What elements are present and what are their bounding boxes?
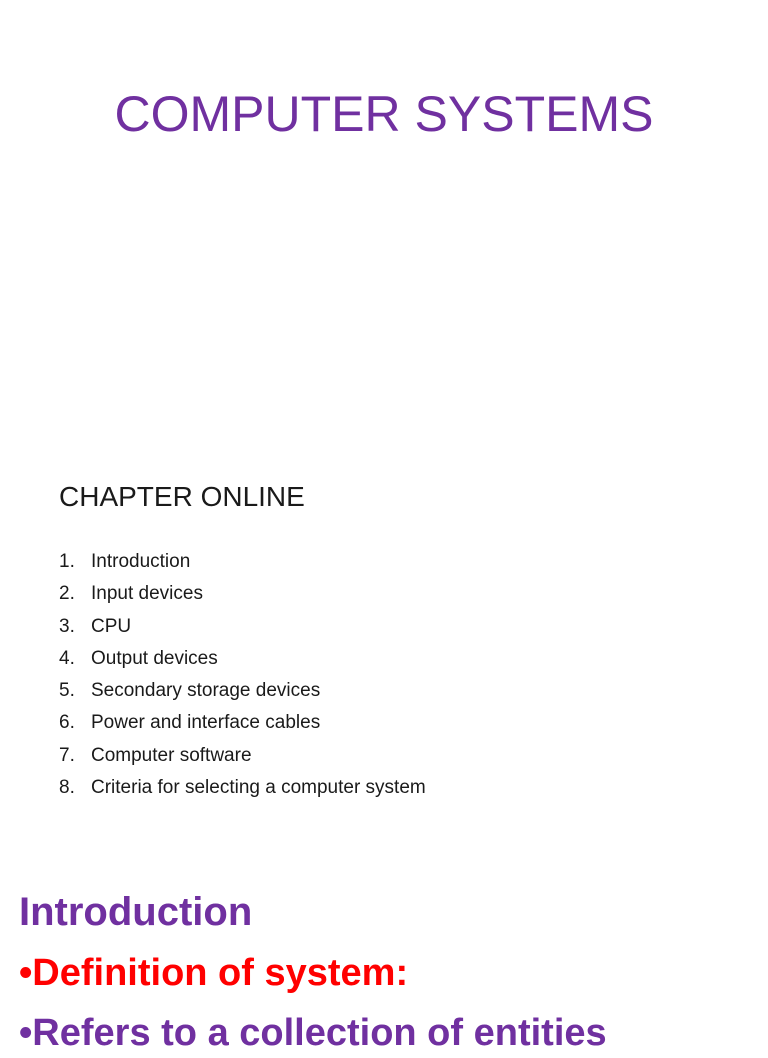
item-label: Introduction — [91, 551, 191, 572]
item-label: Output devices — [91, 647, 218, 669]
title-slide — [0, 0, 768, 460]
outline-slide — [0, 460, 768, 860]
list-item — [59, 675, 426, 707]
item-number: 2. — [59, 583, 75, 605]
chapter-outline-list — [59, 546, 426, 804]
list-item — [59, 740, 426, 772]
item-number: 1. — [59, 551, 75, 572]
deck-title: COMPUTER SYSTEMS — [114, 86, 654, 142]
introduction-slide — [0, 860, 768, 1054]
item-number: 6. — [59, 712, 75, 734]
item-number: 8. — [59, 777, 75, 799]
item-label: CPU — [91, 615, 132, 637]
item-number: 4. — [59, 647, 75, 669]
item-label: Power and interface cables — [91, 712, 321, 734]
list-item — [59, 578, 426, 610]
item-label: Secondary storage devices — [91, 680, 321, 702]
definition-bullet: •Definition of system: — [19, 952, 409, 994]
item-number: 3. — [59, 615, 75, 637]
item-label: Criteria for selecting a computer system — [91, 777, 426, 799]
list-item — [59, 611, 426, 643]
refers-bullet: •Refers to a collection of entities — [19, 1012, 607, 1054]
introduction-heading: Introduction — [19, 890, 253, 934]
list-item — [59, 707, 426, 739]
item-number: 5. — [59, 680, 75, 702]
chapter-outline-heading: CHAPTER ONLINE — [59, 481, 305, 512]
item-label: Computer software — [91, 744, 252, 766]
list-item — [59, 546, 426, 578]
item-number: 7. — [59, 744, 75, 766]
list-item — [59, 643, 426, 675]
list-item — [59, 772, 426, 804]
item-label: Input devices — [91, 583, 203, 605]
